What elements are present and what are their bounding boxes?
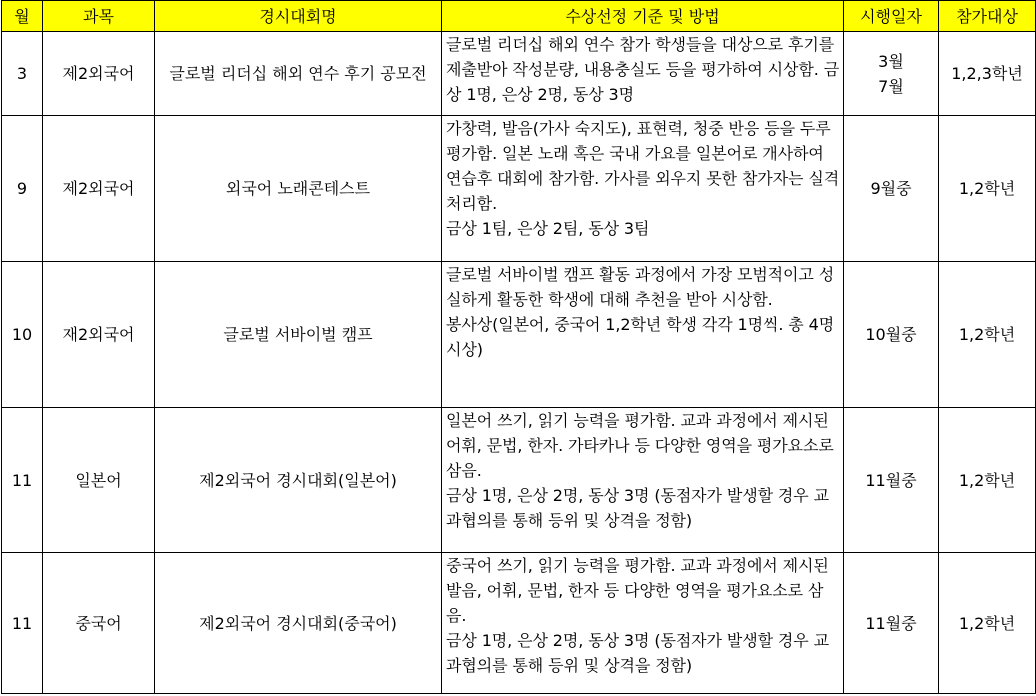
header-contest-name: 경시대회명 [155, 1, 442, 32]
cell-month: 3 [2, 32, 43, 116]
criteria-awards: 금상 1명, 은상 2명, 동상 3명 (동점자가 발생할 경우 교과협의를 통해 등위 및 상격을 정함) [446, 631, 829, 675]
table-row [2, 408, 1036, 553]
cell-date [844, 553, 939, 694]
cell-target: 1,2,3학년 [939, 32, 1036, 116]
cell-target: 1,2학년 [939, 553, 1036, 694]
cell-subject: 재2외국어 [43, 262, 155, 408]
header-row [2, 1, 1036, 32]
cell-month: 9 [2, 116, 43, 262]
cell-criteria [442, 408, 844, 553]
cell-criteria [442, 116, 844, 262]
cell-contest-name: 외국어 노래콘테스트 [155, 116, 442, 262]
cell-date [844, 32, 939, 116]
header-target: 참가대상 [939, 1, 1036, 32]
cell-criteria [442, 262, 844, 408]
criteria-awards: 봉사상(일본어, 중국어 1,2학년 학생 각각 1명씩. 총 4명 시상) [446, 315, 835, 359]
criteria-awards: 금상 1팀, 은상 2팀, 동상 3팀 [446, 219, 650, 238]
cell-month: 11 [2, 553, 43, 694]
cell-subject: 일본어 [43, 408, 155, 553]
table-row [2, 553, 1036, 694]
cell-subject: 중국어 [43, 553, 155, 694]
cell-subject: 제2외국어 [43, 116, 155, 262]
cell-subject: 제2외국어 [43, 32, 155, 116]
cell-contest-name: 글로벌 리더십 해외 연수 후기 공모전 [155, 32, 442, 116]
date-line: 7월 [878, 76, 904, 96]
table-row [2, 32, 1036, 116]
cell-criteria [442, 553, 844, 694]
cell-contest-name: 글로벌 서바이벌 캠프 [155, 262, 442, 408]
contest-table [1, 0, 1036, 694]
criteria-text: 일본어 쓰기, 읽기 능력을 평가함. 교과 과정에서 제시된 어휘, 문법, 한자. 가타카나 등 다양한 영역을 평가요소로 삼음. [446, 411, 834, 480]
date-line: 11월중 [865, 613, 917, 633]
criteria-text: 글로벌 리더십 해외 연수 참가 학생들을 대상으로 후기를 제출받아 작성분량, 내용충실도 등을 평가하여 시상함. 금상 1명, 은상 2명, 동상 3명 [446, 35, 840, 104]
date-line: 9월중 [870, 179, 912, 198]
cell-target: 1,2학년 [939, 262, 1036, 408]
cell-target: 1,2학년 [939, 408, 1036, 553]
header-date: 시행일자 [844, 1, 939, 32]
cell-month: 11 [2, 408, 43, 553]
cell-criteria [442, 32, 844, 116]
header-criteria: 수상선정 기준 및 방법 [442, 1, 844, 32]
cell-date [844, 262, 939, 408]
cell-date [844, 116, 939, 262]
criteria-text: 중국어 쓰기, 읽기 능력을 평가함. 교과 과정에서 제시된 발음, 어휘, 문법, 한자 등 다양한 영역을 평가요소로 삼음. [446, 556, 829, 625]
table-row [2, 116, 1036, 262]
date-line: 10월중 [865, 325, 917, 344]
criteria-text: 글로벌 서바이벌 캠프 활동 과정에서 가장 모범적이고 성실하게 활동한 학생에 대해 추천을 받아 시상함. [446, 265, 835, 309]
cell-target: 1,2학년 [939, 116, 1036, 262]
cell-contest-name: 제2외국어 경시대회(중국어) [155, 553, 442, 694]
header-month: 월 [2, 1, 43, 32]
criteria-awards: 금상 1명, 은상 2명, 동상 3명 (동점자가 발생할 경우 교과협의를 통해 등위 및 상격을 정함) [446, 486, 829, 530]
cell-contest-name: 제2외국어 경시대회(일본어) [155, 408, 442, 553]
header-subject: 과목 [43, 1, 155, 32]
table-row [2, 262, 1036, 408]
criteria-text: 가창력, 발음(가사 숙지도), 표현력, 청중 반응 등을 두루 평가함. 일본 노래 혹은 국내 가요를 일본어로 개사하여 연습후 대회에 참가함. 가사를 외우지 못한 참가자는 실격처리함. [446, 119, 840, 213]
cell-date [844, 408, 939, 553]
date-line: 11월중 [865, 470, 917, 490]
cell-month: 10 [2, 262, 43, 408]
date-line: 3월 [878, 51, 904, 71]
